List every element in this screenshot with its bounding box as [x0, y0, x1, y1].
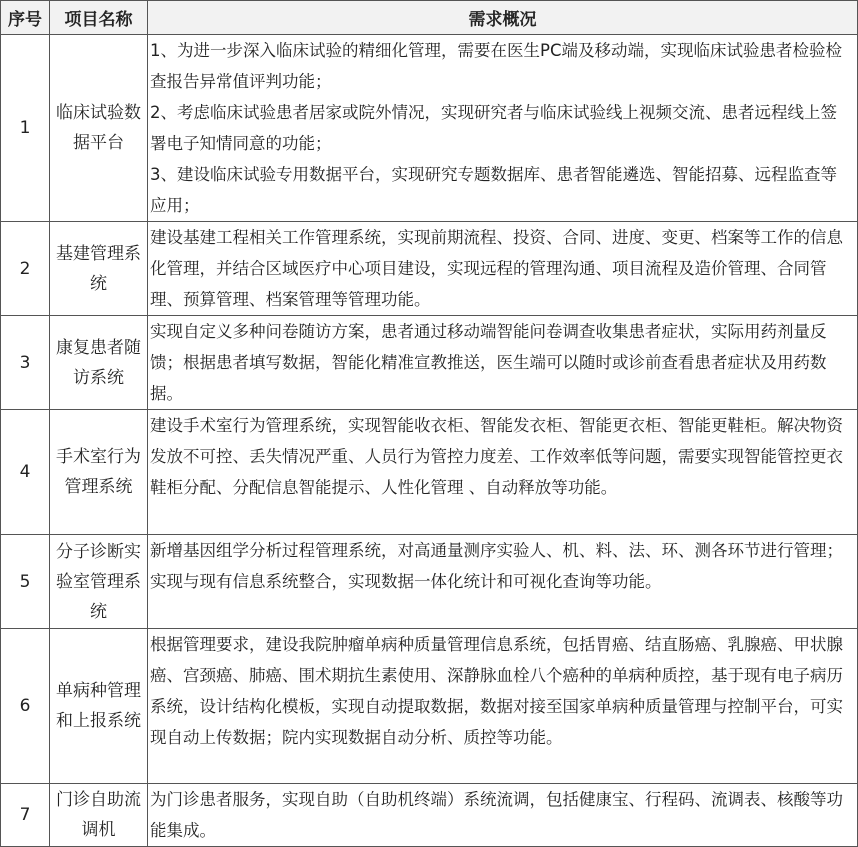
- table-row: [1, 784, 858, 847]
- requirement-desc: [148, 535, 858, 629]
- header-project-name: 项目名称: [50, 1, 148, 35]
- table-row: [1, 222, 858, 316]
- requirement-line: 1、为进一步深入临床试验的精细化管理，需要在医生PC端及移动端，实现临床试验患者检验检查报告异常值评判功能；: [150, 41, 842, 91]
- requirement-desc: [148, 410, 858, 535]
- project-name: 手术室行为管理系统: [50, 410, 148, 535]
- table-row: [1, 535, 858, 629]
- row-index: 7: [1, 784, 50, 847]
- project-name: 单病种管理和上报系统: [50, 629, 148, 784]
- requirement-line: 根据管理要求，建设我院肿瘤单病种质量管理信息系统，包括胃癌、结直肠癌、乳腺癌、甲状腺癌、宫颈癌、肺癌、围术期抗生素使用、深静脉血栓八个癌种的单病种质控，基于现有电子病历系统，设计结构化模板，实现自动提取数据，数据对接至国家单病种质量管理与控制平台，可实现自动上传数据；院内实现数据自动分析、质控等功能。: [150, 635, 843, 747]
- header-index: 序号: [1, 1, 50, 35]
- requirement-line: 建设手术室行为管理系统，实现智能收衣柜、智能发衣柜、智能更衣柜、智能更鞋柜。解决物资发放不可控、丢失情况严重、人员行为管控力度差、工作效率低等问题，需要实现智能管控更衣鞋柜分配、分配信息智能提示、人性化管理 、自动释放等功能。: [150, 416, 843, 497]
- requirement-line: 为门诊患者服务，实现自助（自助机终端）系统流调，包括健康宝、行程码、流调表、核酸等功能集成。: [150, 790, 843, 840]
- table-header-row: [1, 1, 858, 35]
- project-name: 康复患者随访系统: [50, 316, 148, 410]
- requirement-desc: [148, 35, 858, 222]
- table-row: [1, 629, 858, 784]
- requirement-line: 建设基建工程相关工作管理系统，实现前期流程、投资、合同、进度、变更、档案等工作的信息化管理，并结合区域医疗中心项目建设，实现远程的管理沟通、项目流程及造价管理、合同管理、预算管理、档案管理等管理功能。: [150, 228, 843, 309]
- project-name: 门诊自助流调机: [50, 784, 148, 847]
- project-name: 基建管理系统: [50, 222, 148, 316]
- requirement-line: 2、考虑临床试验患者居家或院外情况，实现研究者与临床试验线上视频交流、患者远程线上签署电子知情同意的功能；: [150, 103, 837, 153]
- table-row: [1, 410, 858, 535]
- project-name: 分子诊断实验室管理系统: [50, 535, 148, 629]
- header-requirements: 需求概况: [148, 1, 858, 35]
- requirement-line: 新增基因组学分析过程管理系统，对高通量测序实验人、机、料、法、环、测各环节进行管理；实现与现有信息系统整合，实现数据一体化统计和可视化查询等功能。: [150, 541, 843, 591]
- row-index: 1: [1, 35, 50, 222]
- row-index: 5: [1, 535, 50, 629]
- row-index: 4: [1, 410, 50, 535]
- row-index: 2: [1, 222, 50, 316]
- requirement-desc: [148, 222, 858, 316]
- requirement-desc: [148, 629, 858, 784]
- requirement-desc: [148, 316, 858, 410]
- requirement-desc: [148, 784, 858, 847]
- table-row: [1, 35, 858, 222]
- requirement-line: 实现自定义多种问卷随访方案，患者通过移动端智能问卷调查收集患者症状，实际用药剂量反馈；根据患者填写数据，智能化精准宣教推送，医生端可以随时或诊前查看患者症状及用药数据。: [150, 322, 827, 403]
- table-row: [1, 316, 858, 410]
- project-name: 临床试验数据平台: [50, 35, 148, 222]
- requirement-line: 3、建设临床试验专用数据平台，实现研究专题数据库、患者智能遴选、智能招募、远程监查等应用；: [150, 165, 837, 215]
- row-index: 6: [1, 629, 50, 784]
- row-index: 3: [1, 316, 50, 410]
